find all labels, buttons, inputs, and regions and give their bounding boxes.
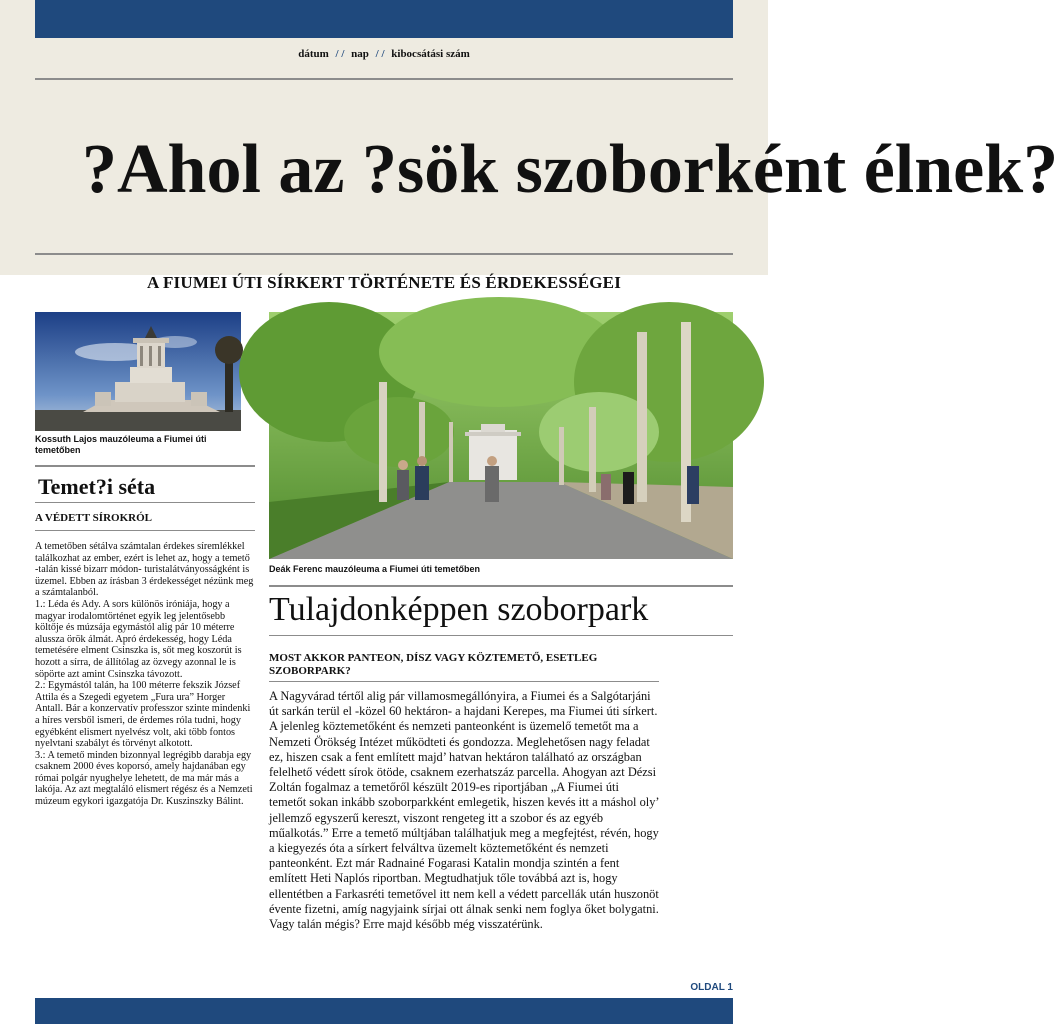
page-number: OLDAL 1 [690,982,733,993]
masthead-rule-top [35,78,733,80]
page-subtitle: A FIUMEI ÚTI SÍRKERT TÖRTÉNETE ÉS ÉRDEKESSÉGEI [146,273,622,292]
main-subheading: MOST AKKOR PANTEON, DÍSZ VAGY KÖZTEMETŐ, ESETLEG SZOBORPARK? [269,652,598,677]
main-rule-3 [269,681,659,682]
left-paragraph-2: 2.: Egymástól talán, ha 100 méterre fekszik József Attila és a Szegedi egyetem „Fura ura” Horger Antall. Bár a konzervatív professzor szinte mindenki a híres versből ismeri, de érdemes róla tudni, hogy egyébként elismert nyelvész volt, aki több fontos nyelvtani szabályt és törvényt alkotott. [35,680,251,750]
date-label: dátum [298,48,329,60]
deak-mausoleum-image [269,312,733,559]
left-image-caption: Kossuth Lajos mauzóleuma a Fiumei úti temetőben [35,434,207,455]
main-image-caption: Deák Ferenc mauzóleuma a Fiumei úti temetőben [269,564,481,574]
title-clip [82,125,1058,215]
left-body [35,541,255,808]
left-paragraph-3: 3.: A temető minden bizonnyal legrégibb darabja egy csaknem 2000 éves koporsó, amely hajdanában egy római polgár nyughelye lehetett, de ma már más a lakója. Az azt megtaláló elismert régész és a Nemzeti múzeum egykori igazgatója Dr. Kuszinszky Bálint. [35,749,253,808]
left-paragraph-intro: A temetőben sétálva számtalan érdekes síremlékkel találkozhat az ember, ezért is lehet az, hogy a temető -talán kissé bizarr módon- turistalátványosságként is üzemel. Ebben az írásban 3 érdekességet nézünk meg a számtalanból. [35,541,254,599]
top-accent-bar [35,0,733,38]
masthead-rule-bottom [35,253,733,255]
left-heading: Temet?i séta [38,474,156,499]
dateline [35,48,733,60]
date-separator: / / [335,48,345,60]
main-body: A Nagyvárad tértől alig pár villamosmegállónyira, a Fiumei és a Salgótarjáni út sarkán terül el -közel 60 hektáron- a hajdani Kerepes, ma Fiumei úti sírkert. A jelenleg köztemetőként és nemzeti panteonként is üzemelő temetőt ma a Nemzeti Örökség Intézet működteti és gondozza. Meglehetősen nagy feladat ez, hiszen csak a fent említett majd’ hatvan hektáron található az országban felelhető védett sírok ötöde, csaknem ezerhatszáz parcella. Ahogyan azt Dézsi Zoltán fogalmaz a temetőről készült 2019-es riportjában „A Fiumei úti temetőt sokan inkább szoborparkként emlegetik, hiszen kevés itt a máshol oly’ jellemző egyszerű kereszt, viszont rengeteg itt a szobor és az egyéb műalkotás.” Erre a temető múltjában találhatjuk meg a megfejtést, révén, hogy a kiegyezés óta a sírkert felváltva üzemelt köztemetőként és nemzeti panteonként. Ezt már Radnainé Fogarasi Katalin mondja szintén a fent említett Heti Naplós riportban. Megtudhatjuk tőle továbbá azt is, hogy ellentétben a Farkasréti temetővel itt nem kell a védett parcellák után huszonöt évente fizetni, amíg nagyjaink sírjai ott álnak senki nem foglya őket bolygatni. Vagy talán mégis? Erre majd később még visszatérünk. [269,689,659,932]
issue-label: kibocsátási szám [391,48,470,60]
main-heading: Tulajdonképpen szoborpark [269,591,649,628]
left-rule-1 [35,465,255,467]
left-rule-2 [35,502,255,503]
kossuth-mausoleum-image [35,312,241,431]
bottom-accent-bar [35,998,733,1024]
day-separator: / / [375,48,385,60]
left-paragraph-1: 1.: Léda és Ady. A sors különös iróniája, hogy a magyar irodalomtörténet egyik leg jelentősebb költője és múzsája egymástól alig pár 10 méterre alussza örök álmát. Apró érdekesség, hogy Léda temetésére elment Csinszka is, sőt meg koszorút is hozott a sírra, de állítólag az özvegy azonnal le is söpörte azt amint Csinszka távozott. [35,598,242,680]
main-rule-2 [269,635,733,636]
left-subheading: A VÉDETT SÍROKRÓL [35,512,152,524]
left-rule-3 [35,530,255,531]
day-label: nap [351,48,369,60]
page-title: ?Ahol az ?sök szoborként élnek? [82,131,1058,208]
main-rule-1 [269,585,733,587]
